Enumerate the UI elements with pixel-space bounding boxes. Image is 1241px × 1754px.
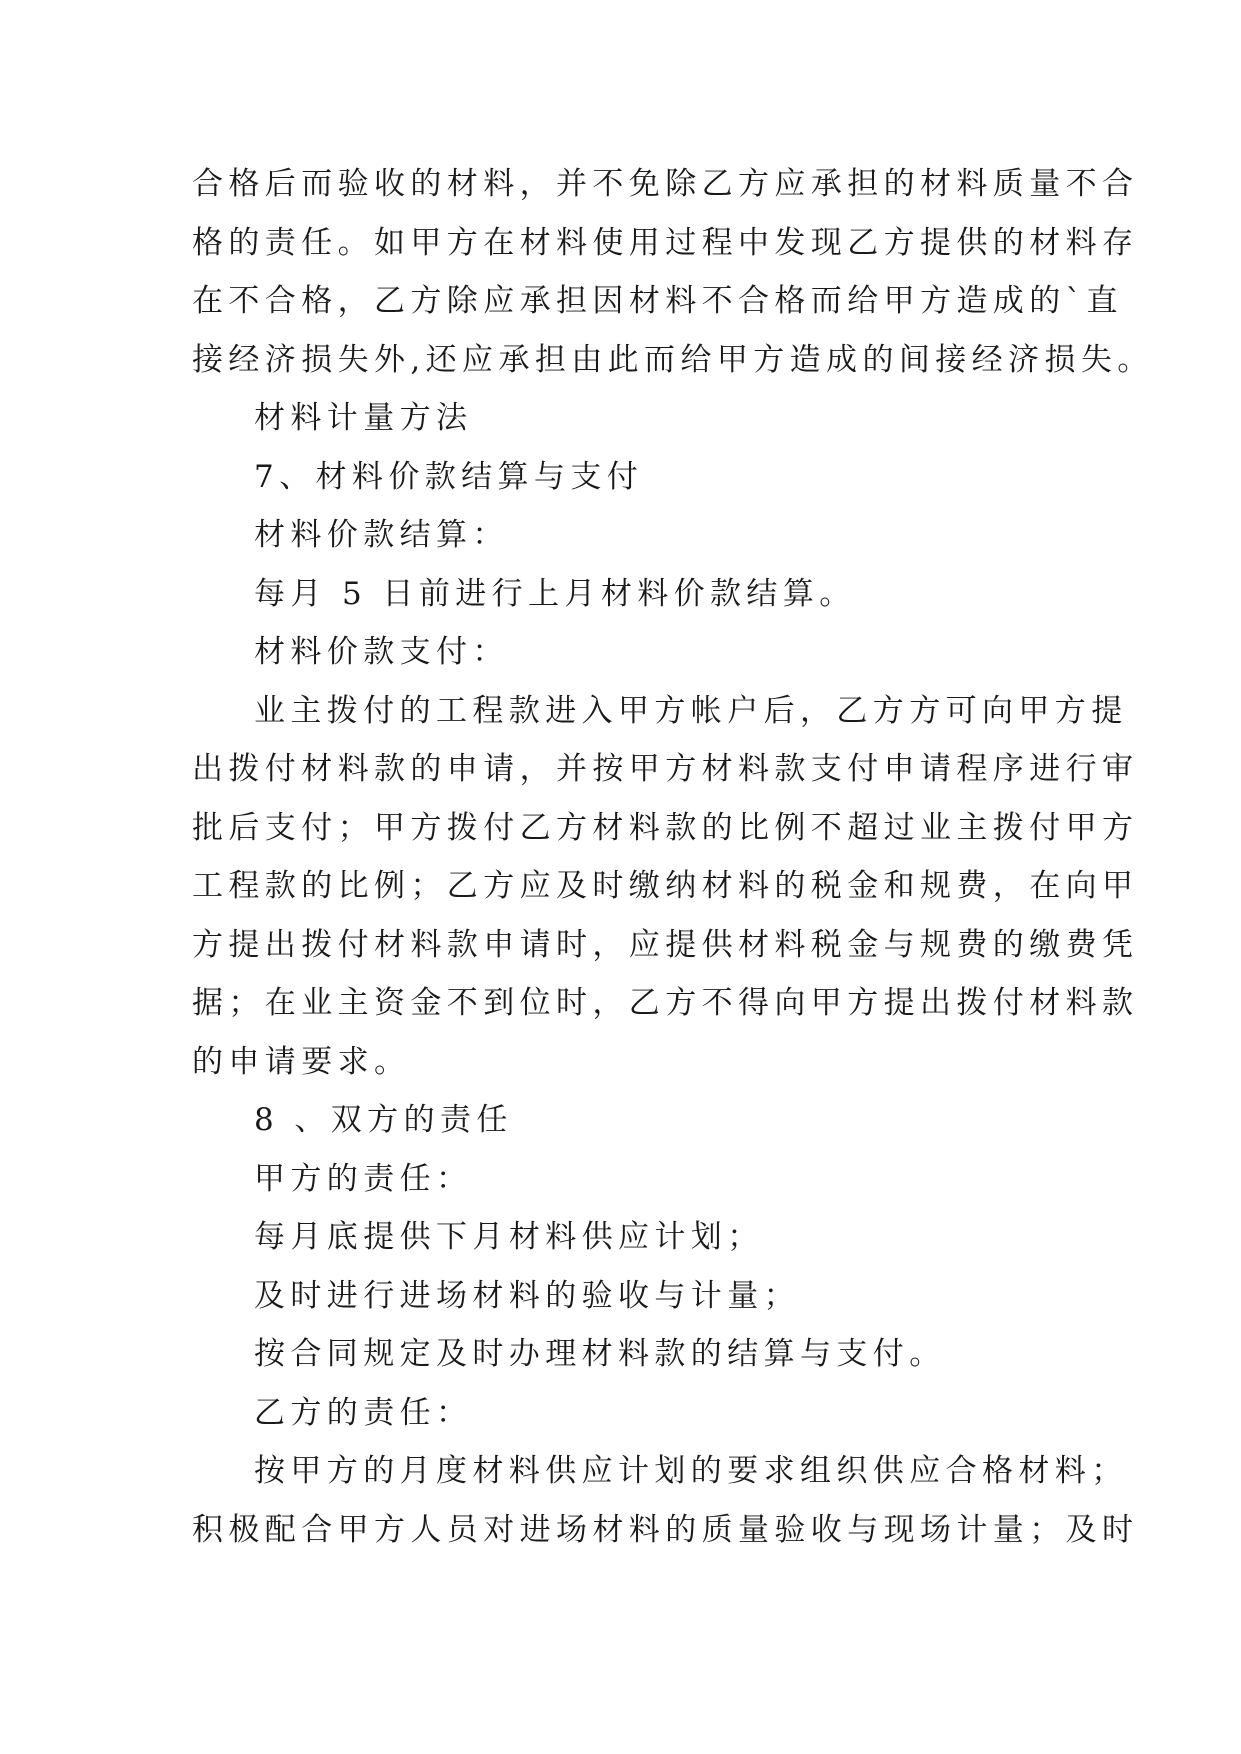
section-heading: 7、材料价款结算与支付 xyxy=(254,458,644,495)
text-line: 在不合格，乙方除应承担因材料不合格而给甲方造成的`直 xyxy=(192,283,1123,319)
subheading: 甲方的责任： xyxy=(254,1160,473,1197)
section-heading: 8 、双方的责任 xyxy=(254,1102,513,1138)
subheading: 乙方的责任： xyxy=(254,1394,473,1431)
text-line: 合格后而验收的材料，并不免除乙方应承担的材料质量不合 xyxy=(192,166,1139,202)
text-line: 按合同规定及时办理材料款的结算与支付。 xyxy=(254,1336,946,1372)
text-line: 每月 5 日前进行上月材料价款结算。 xyxy=(254,575,856,612)
text-line: 及时进行进场材料的验收与计量； xyxy=(254,1277,800,1314)
subheading: 材料价款支付： xyxy=(254,634,509,670)
text-line: 积极配合甲方人员对进场材料的质量验收与现场计量；及时 xyxy=(192,1511,1139,1548)
text-line: 批后支付；甲方拨付乙方材料款的比例不超过业主拨付甲方 xyxy=(192,809,1139,846)
text-line: 的申请要求。 xyxy=(192,1043,411,1080)
text-line: 方提出拨付材料款申请时，应提供材料税金与规费的缴费凭 xyxy=(192,926,1139,963)
subheading: 材料价款结算： xyxy=(254,517,509,553)
text-line: 按甲方的月度材料供应计划的要求组织供应合格材料； xyxy=(254,1453,1128,1489)
text-line: 出拨付材料款的申请，并按甲方材料款支付申请程序进行审 xyxy=(192,751,1139,787)
text-line: 据；在业主资金不到位时，乙方不得向甲方提出拨付材料款 xyxy=(192,985,1139,1021)
text-line: 业主拨付的工程款进入甲方帐户后，乙方方可向甲方提 xyxy=(254,692,1128,729)
text-line: 材料计量方法 xyxy=(254,400,473,436)
text-line: 格的责任。如甲方在材料使用过程中发现乙方提供的材料存 xyxy=(192,224,1139,261)
document-body xyxy=(192,155,1154,1559)
text-line: 接经济损失外,还应承担由此而给甲方造成的间接经济损失。 xyxy=(192,341,1154,378)
text-line: 工程款的比例；乙方应及时缴纳材料的税金和规费，在向甲 xyxy=(192,868,1139,904)
text-line: 每月底提供下月材料供应计划； xyxy=(254,1219,764,1255)
